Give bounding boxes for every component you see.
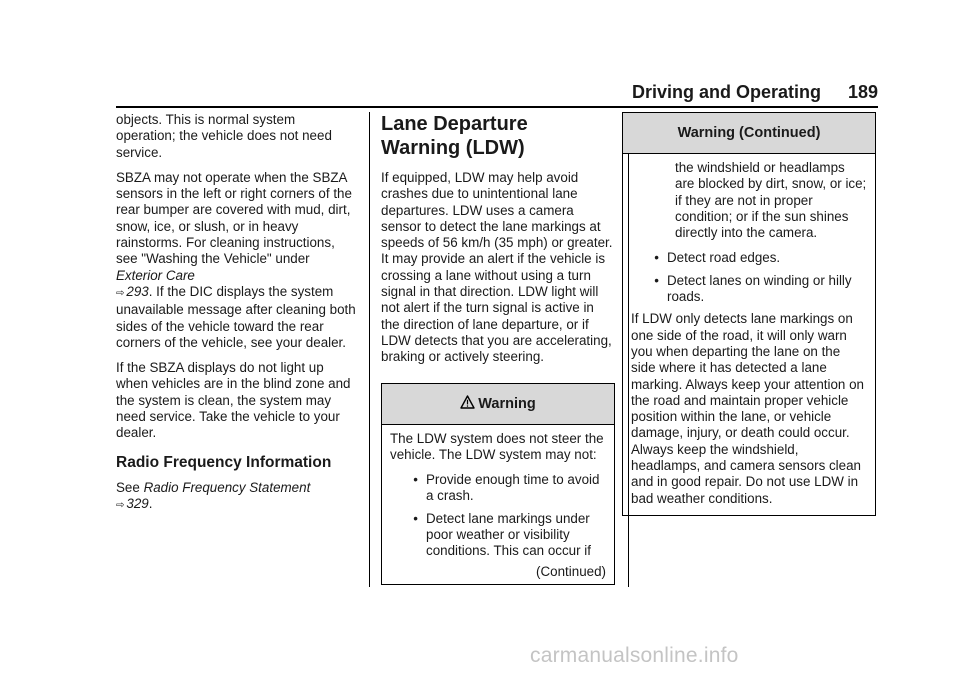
list-item: • Provide enough time to avoid a crash. bbox=[390, 472, 606, 505]
column-left bbox=[116, 112, 358, 524]
list-item: • Detect lanes on winding or hilly roads. bbox=[631, 273, 867, 306]
page-ref-arrow-icon: ⇨ bbox=[116, 287, 125, 299]
page-ref-arrow-icon: ⇨ bbox=[116, 500, 125, 512]
warning-box-continued bbox=[622, 112, 876, 516]
page-reference[interactable]: 329 bbox=[126, 496, 149, 512]
header-rule bbox=[116, 106, 878, 108]
page-header bbox=[632, 82, 878, 103]
subheading: Radio Frequency Information bbox=[116, 453, 332, 471]
paragraph: SBZA may not operate when the SBZA sensors in the left or right corners of the rear bumper are covered with mud, dirt, snow, ice, or slush, or in heavy rainstorms. For cleaning instructions, see "Washing the Vehicle" under Exterior Care ⇨ 293. If the DIC displays the system unavailable message after cleaning both sides of the vehicle toward the rear corners of the vehicle, see your dealer. bbox=[116, 169, 356, 350]
cross-reference-link[interactable]: Radio Frequency Statement bbox=[143, 479, 311, 495]
warning-header: Warning bbox=[382, 384, 614, 425]
warning-closing: If LDW only detects lane markings on one side of the road, it will only warn you when departing the lane on the side where it has detected a lane marking. Always keep your attention on the road and maintain proper vehicle position within the lane, or vehicle damage, injury, or death could occur. Always keep the windshield, headlamps, and camera sensors clean and in good repair. Do not use LDW in bad weather conditions. bbox=[631, 311, 864, 506]
list-item: • Detect lane markings under poor weather or visibility conditions. This can occur if bbox=[390, 511, 606, 560]
bullet-icon: • bbox=[654, 272, 659, 288]
column-divider-1 bbox=[369, 112, 370, 587]
section-heading: Lane Departure Warning (LDW) bbox=[381, 113, 528, 159]
bullet-icon: • bbox=[413, 472, 418, 488]
bullet-icon: • bbox=[413, 510, 418, 526]
warning-intro: The LDW system does not steer the vehicle. The LDW system may not: bbox=[390, 430, 604, 462]
warning-body bbox=[382, 425, 614, 584]
warning-header: Warning (Continued) bbox=[623, 113, 875, 154]
section-title: Driving and Operating bbox=[632, 82, 822, 102]
column-middle bbox=[381, 112, 615, 585]
list-item: • Detect road edges. bbox=[631, 250, 867, 266]
watermark: carmanualsonline.info bbox=[530, 644, 739, 667]
warning-continued-text: the windshield or headlamps are blocked by dirt, snow, or ice; if they are not in proper condition; or if the sun shines directly into the camera. bbox=[675, 160, 867, 241]
continued-marker: (Continued) bbox=[536, 563, 606, 579]
warning-body bbox=[623, 154, 875, 515]
warning-box bbox=[381, 383, 615, 585]
paragraph: If the SBZA displays do not light up when vehicles are in the blind zone and the system is clean, the system may need service. Take the vehicle to your dealer. bbox=[116, 360, 351, 441]
paragraph: If equipped, LDW may help avoid crashes due to unintentional lane departures. LDW uses a camera sensor to detect the lane markings at speeds of 56 km/h (35 mph) or greater. It may provide an alert if the vehicle is crossing a lane without using a turn signal in that direction. LDW light will not alert if the turn signal is active in the direction of lane departure, or if LDW detects that you are accelerating, braking or actively steering. bbox=[381, 170, 613, 365]
paragraph: objects. This is normal system operation; the vehicle does not need service. bbox=[116, 112, 332, 160]
warning-triangle-icon bbox=[460, 395, 475, 409]
cross-reference-link[interactable]: Exterior Care bbox=[116, 267, 195, 283]
column-right bbox=[622, 112, 876, 516]
paragraph: See Radio Frequency Statement ⇨ 329. bbox=[116, 479, 311, 512]
bullet-icon: • bbox=[654, 250, 659, 266]
page-number: 189 bbox=[847, 82, 878, 102]
page-reference[interactable]: 293 bbox=[126, 283, 149, 299]
